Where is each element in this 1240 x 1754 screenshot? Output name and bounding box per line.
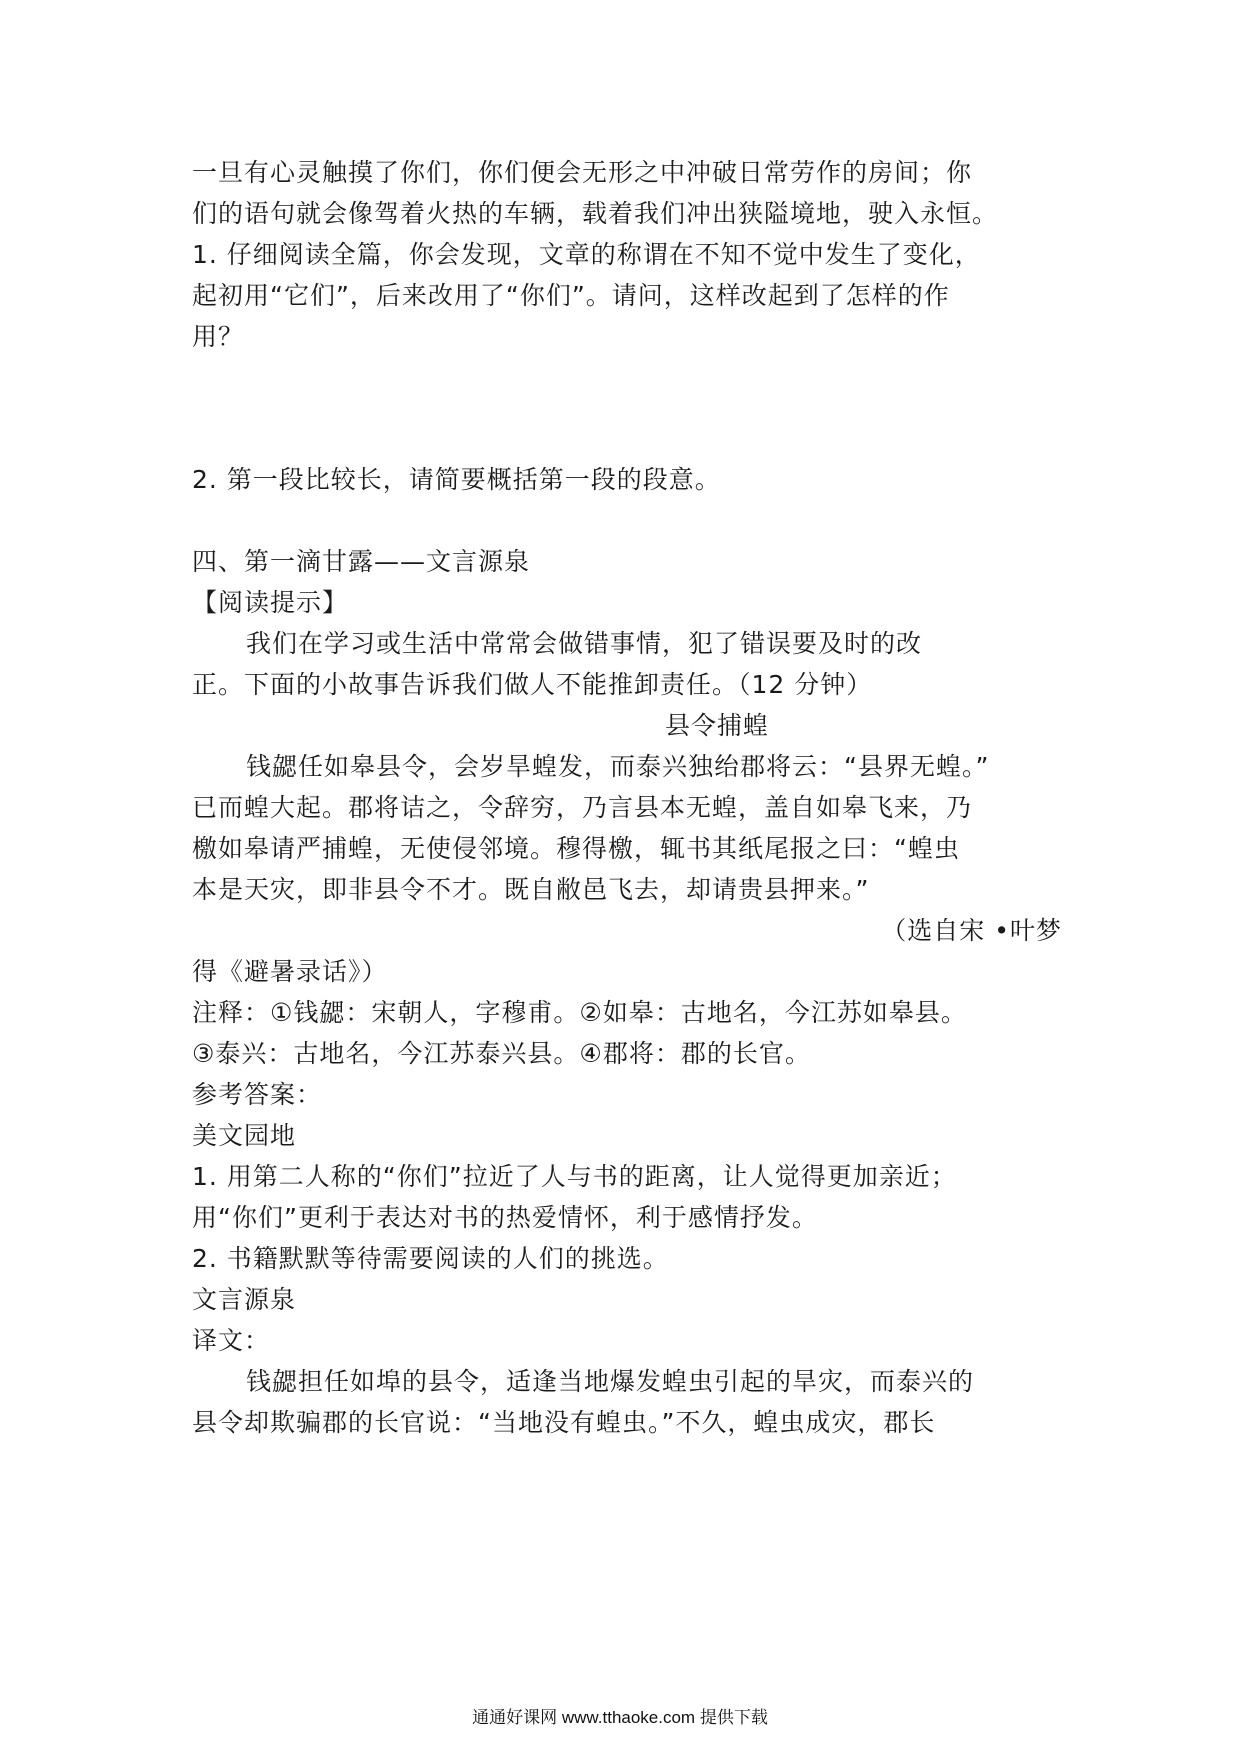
notes: ③泰兴：古地名，今江苏泰兴县。④郡将：郡的长官。 [192,1039,811,1068]
story-text: 檄如皋请严捕蝗，无使侵邻境。穆得檄，辄书其纸尾报之曰：“蝗虫 [192,834,960,863]
answer-text: 1. 用第二人称的“你们”拉近了人与书的距离，让人觉得更加亲近； [192,1162,957,1191]
translation-text: 县令却欺骗郡的长官说：“当地没有蝗虫。”不久，蝗虫成灾，郡长 [192,1408,936,1437]
answer-text: 2. 书籍默默等待需要阅读的人们的挑选。 [192,1244,669,1273]
translation-label: 译文： [192,1326,271,1355]
story-text: 钱勰任如皋县令，会岁旱蝗发，而泰兴独绐郡将云：“县界无蝗。” [246,752,990,781]
question-1 [192,234,1062,357]
story-text: 本是天灾，即非县令不才。既自敝邑飞去，却请贵县押来。” [192,875,870,904]
hint-text: 正。下面的小故事告诉我们做人不能推卸责任。（12 分钟） [192,670,873,699]
answers-heading: 参考答案： [192,1080,323,1109]
page-footer: 通通好课网 www.tthaoke.com 提供下载 [472,1708,768,1727]
answer-space [192,357,1062,459]
story-text: 已而蝗大起。郡将诘之，令辞穷，乃言县本无蝗，盖自如皋飞来，乃 [192,793,973,822]
answers-part-title: 美文园地 [192,1121,297,1150]
page-content [192,152,1062,1443]
source-citation: 得《避暑录话》） [192,957,388,986]
section-4 [192,541,1062,1074]
passage-end [192,152,1062,234]
answer-text: 用“你们”更利于表达对书的热爱情怀，利于感情抒发。 [192,1203,818,1232]
text-line: 一旦有心灵触摸了你们，你们便会无形之中冲破日常劳作的房间；你 [192,158,973,187]
notes: 注释：①钱勰：宋朝人，字穆甫。②如皋：古地名，今江苏如皋县。 [192,998,967,1027]
story-title: 县令捕蝗 [664,711,769,740]
answers-section [192,1074,1062,1443]
text-line: 起初用“它们”，后来改用了“你们”。请问，这样改起到了怎样的作 [192,281,950,310]
hint-label: 【阅读提示】 [192,588,349,617]
section-heading: 四、第一滴甘露——文言源泉 [192,547,531,576]
hint-text: 我们在学习或生活中常常会做错事情，犯了错误要及时的改 [246,629,923,658]
source-citation: （选自宋 •叶梦 [881,916,1062,945]
answer-space [192,500,1062,541]
text-line: 们的语句就会像驾着火热的车辆，载着我们冲出狭隘境地，驶入永恒。 [192,199,999,228]
text-line: 1. 仔细阅读全篇，你会发现，文章的称谓在不知不觉中发生了变化， [192,240,981,269]
question-2: 2. 第一段比较长，请简要概括第一段的段意。 [192,465,721,494]
answers-part-title: 文言源泉 [192,1285,297,1314]
translation-text: 钱勰担任如埠的县令，适逢当地爆发蝗虫引起的旱灾，而泰兴的 [246,1367,975,1396]
text-line: 用？ [192,322,245,351]
